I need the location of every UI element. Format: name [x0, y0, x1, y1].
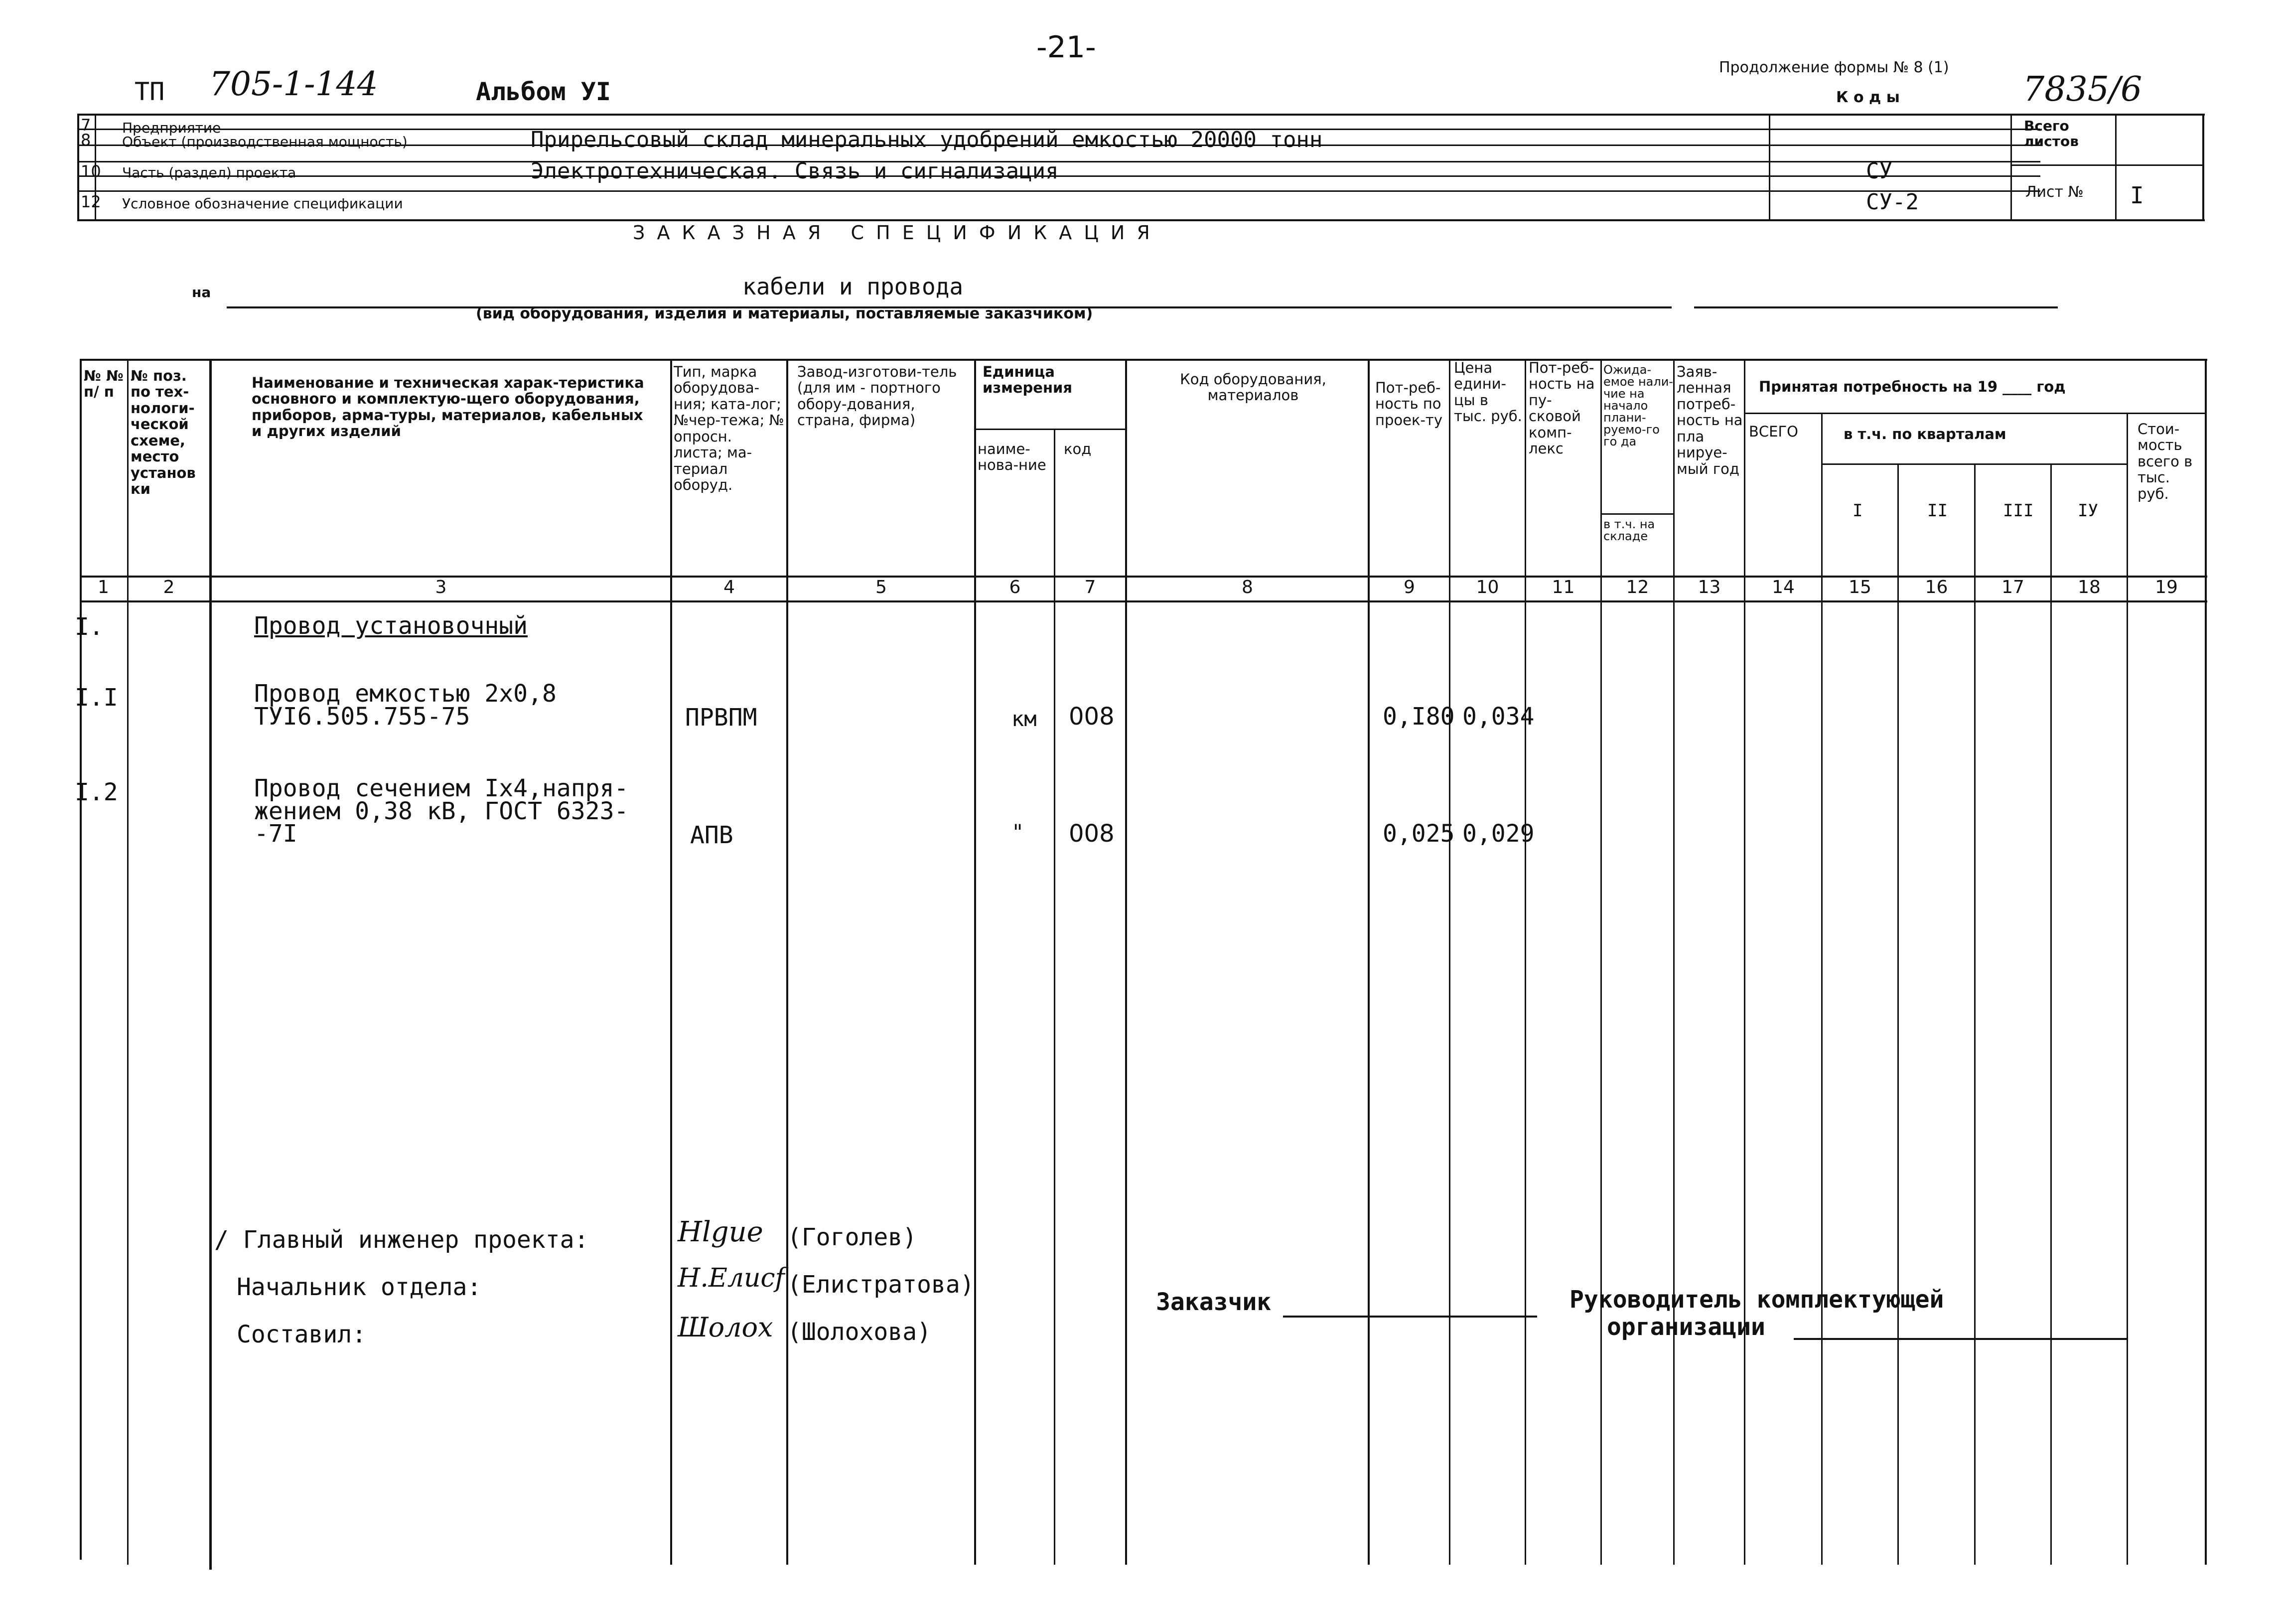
col-number-19: 19 [2155, 577, 2178, 597]
codes-label: К о д ы [1836, 89, 1900, 106]
row-3-need: 0,025 [1383, 820, 1455, 848]
total-sheets-label: Всего листов [2024, 118, 2079, 149]
info-label-7: Предприятие [122, 120, 221, 136]
sig-role-compiled-by: Составил: [237, 1321, 367, 1348]
row-2-price: 0,034 [1462, 703, 1535, 731]
customer-label: Заказчик [1156, 1288, 1272, 1316]
row-3-name [254, 774, 629, 848]
sig-role-chief-engineer: / Главный инженер проекта: [214, 1226, 589, 1254]
col-number-16: 16 [1925, 577, 1948, 597]
col-number-13: 13 [1698, 577, 1721, 597]
col-number-4: 4 [723, 577, 735, 597]
manager-label-line2: организации [1607, 1313, 1765, 1341]
col-number-11: 11 [1552, 577, 1575, 597]
col-header-q1: I [1853, 501, 1863, 521]
info-num-10: 10 [81, 162, 101, 181]
sheet-value: I [2130, 182, 2144, 209]
row-2-type: ПРВПМ [685, 704, 757, 732]
col-header-accepted: Принятая потребность на 19 ____ год [1759, 378, 2066, 395]
col-number-1: 1 [98, 577, 109, 597]
col-number-7: 7 [1084, 577, 1096, 597]
col-header-9: Пот-реб-ность по проек-ту [1375, 379, 1442, 429]
col-number-3: 3 [435, 577, 447, 597]
col-number-2: 2 [163, 577, 175, 597]
col-number-17: 17 [2001, 577, 2024, 597]
row-2-code: 008 [1069, 703, 1115, 731]
col-header-8: Код оборудования, материалов [1180, 371, 1326, 404]
album-label: Альбом УI [476, 77, 611, 106]
col-number-6: 6 [1009, 577, 1021, 597]
col-header-q4: IУ [2078, 501, 2098, 521]
col-header-12: Ожида-емое нали-чие на начало плани-руемо-го го да [1603, 363, 1673, 448]
sig-role-department-head: Начальник отдела: [237, 1273, 482, 1301]
col-number-18: 18 [2078, 577, 2101, 597]
col-header-3: Наименование и техническая харак-теристика основного и комплектую-щего оборудования, приборов, арма-туры, материалов, кабельных и других изделий [252, 374, 644, 440]
col-header-7: код [1064, 441, 1092, 457]
col-header-q2: II [1927, 501, 1948, 521]
row-3-price: 0,029 [1462, 820, 1535, 848]
row-3-unit: " [1011, 820, 1024, 844]
row-3-code: 008 [1069, 820, 1115, 848]
col-number-8: 8 [1242, 577, 1253, 597]
col-header-4: Тип, марка оборудова-ния; ката-лог; №чер-тежа; № опросн. листа; ма-териал оборуд. [674, 363, 784, 494]
info-num-8: 8 [81, 131, 91, 149]
info-code-spec: СУ-2 [1866, 189, 1919, 215]
info-value-part: Электротехническая. Связь и сигнализация [531, 158, 1059, 184]
col-number-10: 10 [1476, 577, 1499, 597]
col-header-11: Пот-реб-ность на пу-сковой комп-лекс [1529, 359, 1595, 457]
row-2-name-line1: Провод емкостью 2х0,8 [254, 680, 557, 708]
info-code-part: СУ [1866, 158, 1892, 184]
row-3-name-line2: жением 0,38 кВ, ГОСТ 6323- [254, 797, 629, 825]
sig-name-compiled-by: (Шолохова) [787, 1318, 931, 1346]
row-1-name: Провод установочный [254, 612, 528, 640]
form-continuation: Продолжение формы № 8 (1) [1719, 59, 1949, 76]
col-header-10: Цена едини-цы в тыс. руб. [1454, 359, 1522, 425]
col-number-12: 12 [1626, 577, 1649, 597]
row-3-type: АПВ [690, 821, 733, 849]
col-header-19: Стои-мость всего в тыс. руб. [2138, 421, 2193, 502]
info-num-12: 12 [81, 192, 101, 211]
sig-name-department-head: (Елистратова) [787, 1271, 975, 1299]
col-header-14: ВСЕГО [1749, 423, 1798, 440]
col-header-q3: III [2003, 501, 2034, 521]
row-2-name [254, 680, 557, 731]
doc-code: 7835/6 [2023, 70, 2142, 109]
info-value-object: Прирельсовый склад минеральных удобрений емкостью 20000 тонн [531, 127, 1323, 152]
row-3-num: I.2 [75, 778, 118, 806]
page-number: -21- [1036, 30, 1096, 65]
row-3-name-line1: Провод сечением Iх4,напря- [254, 774, 629, 802]
subject-value: кабели и провода [742, 273, 964, 300]
sheet-label: Лист № [2025, 183, 2084, 201]
col-header-1: № № п/ п [84, 367, 124, 401]
info-label-8: Объект (производственная мощность) [122, 134, 408, 150]
subject-caption: (вид оборудования, изделия и материалы, поставляемые заказчиком) [476, 305, 1093, 322]
subject-prefix: на [192, 284, 211, 300]
col-header-quarters: в т.ч. по кварталам [1844, 426, 2006, 443]
col-number-9: 9 [1404, 577, 1415, 597]
col-header-units: Единица измерения [983, 363, 1072, 397]
sig-mark-department-head: H.Eлисf [678, 1263, 785, 1293]
col-number-5: 5 [875, 577, 887, 597]
manager-label-line1: Руководитель комплектующей [1570, 1286, 1944, 1314]
info-num-7: 7 [81, 116, 91, 135]
series-prefix: ТП [135, 77, 165, 106]
col-header-13: Заяв-ленная потреб-ность на пла нируе-мый год [1677, 363, 1743, 477]
row-2-unit: км [1011, 707, 1037, 731]
row-3-name-line3: -7I [254, 820, 297, 848]
col-header-12b: в т.ч. на складе [1603, 517, 1655, 543]
spec-title: З А К А З Н А Я С П Е Ц И Ф И К А Ц И Я [633, 222, 1153, 244]
series-number: 705-1-144 [209, 65, 378, 103]
col-header-5: Завод-изготови-тель (для им - портного обору-дования, страна, фирма) [797, 363, 957, 429]
sig-mark-chief-engineer: Hlgue [678, 1216, 763, 1248]
col-header-2: № поз. по тех-нологи-ческой схеме, место установ ки [131, 367, 196, 498]
row-1-num: I. [75, 613, 104, 641]
sig-mark-compiled-by: Шолох [678, 1312, 773, 1343]
col-number-15: 15 [1849, 577, 1871, 597]
col-number-14: 14 [1772, 577, 1795, 597]
row-2-need: 0,I80 [1383, 703, 1455, 731]
row-2-name-line2: ТУI6.505.755-75 [254, 702, 470, 731]
sig-name-chief-engineer: (Гоголев) [787, 1223, 917, 1251]
info-label-12: Условное обозначение спецификации [122, 195, 403, 212]
info-label-10: Часть (раздел) проекта [122, 164, 296, 181]
row-2-num: I.I [75, 684, 118, 712]
col-header-6: наиме-нова-ние [978, 441, 1046, 474]
